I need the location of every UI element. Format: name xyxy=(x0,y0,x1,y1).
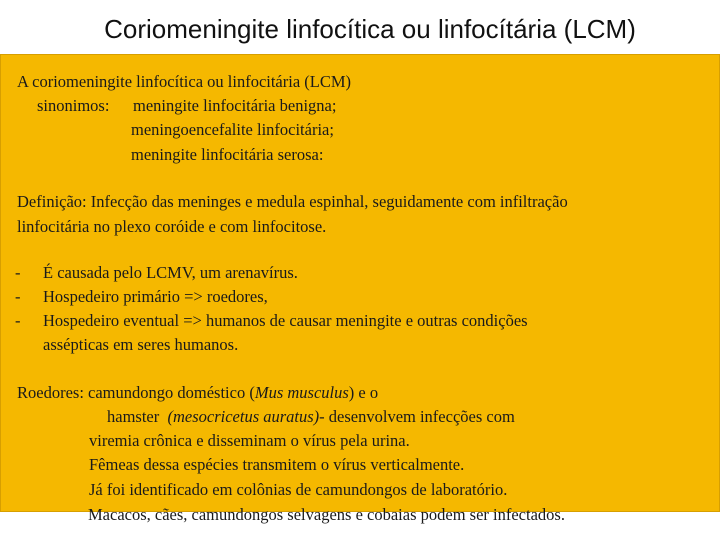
content-box xyxy=(0,54,720,512)
synonym-3: meningite linfocitária serosa: xyxy=(131,145,324,164)
definition-line-2: linfocitária no plexo coróide e com linfocitose. xyxy=(17,217,327,236)
bullet-dash-3: - xyxy=(15,311,21,330)
rodents-species-2: (mesocricetus auratus) xyxy=(167,407,320,426)
definition-line-1: Definição: Infecção das meninges e medula espinhal, seguidamente com infiltração xyxy=(17,192,568,211)
bullet-dash-2: - xyxy=(15,287,21,306)
rodents-species-1: Mus musculus xyxy=(254,383,349,402)
synonym-1: meningite linfocitária benigna; xyxy=(133,96,337,115)
synonym-2: meningoencefalite linfocitária; xyxy=(131,120,334,139)
rodents-line-1c: ) e o xyxy=(348,383,379,402)
bullet-3: Hospedeiro eventual => humanos de causar meningite e outras condições xyxy=(43,311,528,330)
slide-title: Coriomeningite linfocítica ou linfocítária (LCM) xyxy=(104,14,636,44)
bullet-3-cont: assépticas em seres humanos. xyxy=(43,335,239,354)
heading-text: A coriomeningite linfocítica ou linfocitária (LCM) xyxy=(17,72,352,91)
rodents-line-5: Já foi identificado em colônias de camundongos de laboratório. xyxy=(89,480,508,499)
synonyms-label: sinonimos: xyxy=(37,96,110,115)
rodents-line-1 xyxy=(17,382,378,404)
rodents-hamster: hamster xyxy=(107,407,160,426)
bullet-1: É causada pelo LCMV, um arenavírus. xyxy=(43,263,298,282)
bullet-dash-1: - xyxy=(15,263,21,282)
rodents-line-4: Fêmeas dessa espécies transmitem o vírus verticalmente. xyxy=(89,455,465,474)
rodents-line-2 xyxy=(107,406,515,428)
rodents-line-3: viremia crônica e disseminam o vírus pela urina. xyxy=(89,431,410,450)
overflow-text-line: Macacos, cães, camundongos selvagens e cobaias podem ser infectados. xyxy=(88,505,565,524)
rodents-line-2c: - desenvolvem infecções com xyxy=(319,407,515,426)
bullet-2: Hospedeiro primário => roedores, xyxy=(43,287,268,306)
rodents-line-1a: Roedores: camundongo doméstico ( xyxy=(17,383,255,402)
